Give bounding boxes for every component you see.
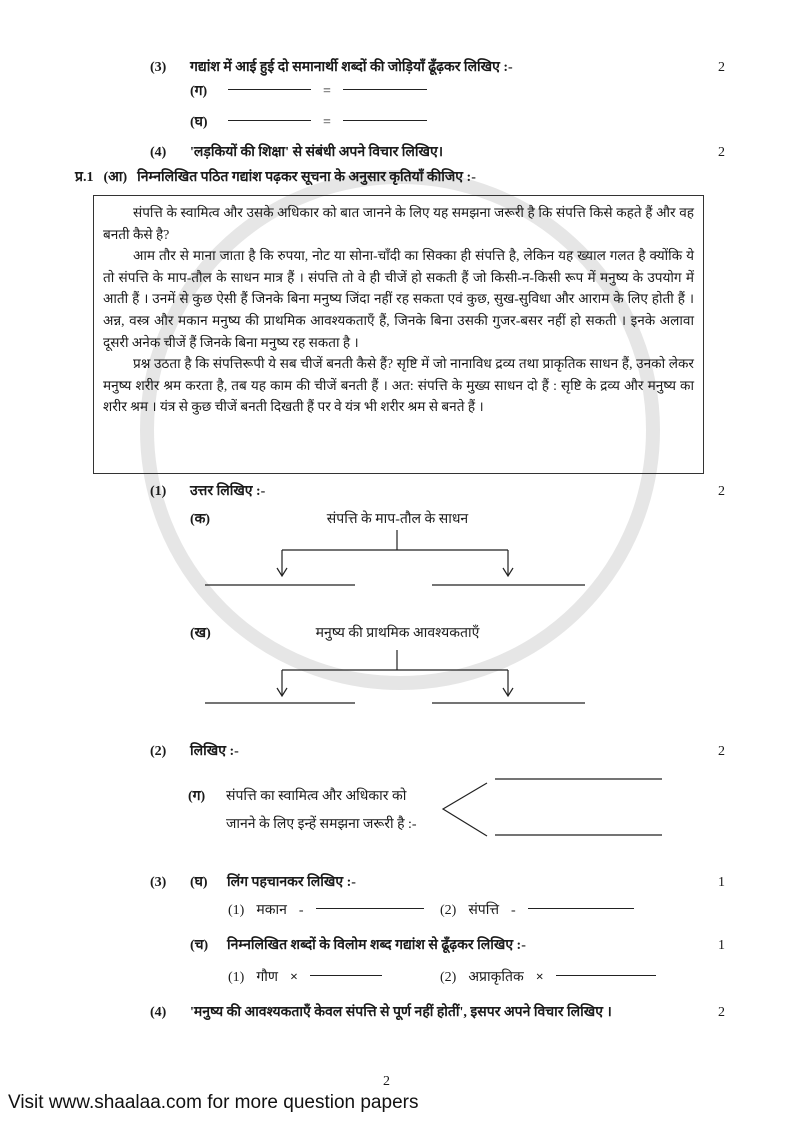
a1-ka-text: संपत्ति के माप-तौल के साधन bbox=[326, 512, 469, 527]
q3-item-label: (ग) bbox=[190, 84, 208, 99]
a1-kha-text: मनुष्य की प्राथमिक आवश्यकताएँ bbox=[315, 626, 480, 641]
q3-row bbox=[150, 59, 725, 77]
q3-number: (3) bbox=[150, 60, 167, 75]
blank-line[interactable] bbox=[556, 975, 656, 976]
a3-gha-label: (घ) bbox=[190, 875, 208, 890]
q3-marks: 2 bbox=[718, 60, 725, 75]
a4-row bbox=[150, 1004, 725, 1022]
a1-number: (1) bbox=[150, 484, 167, 499]
section-heading bbox=[75, 169, 476, 187]
item-number: (2) bbox=[440, 970, 457, 985]
item-word: गौण bbox=[256, 970, 278, 985]
q4-marks: 2 bbox=[718, 145, 725, 160]
a1-marks: 2 bbox=[718, 484, 725, 499]
blank-line[interactable] bbox=[343, 120, 427, 121]
fork-lines bbox=[443, 783, 487, 836]
passage-paragraph: प्रश्न उठता है कि संपत्तिरूपी ये सब चीजें बनती कैसे हैं? सृष्टि में जो नानाविध द्रव्य तथा प्राकृतिक साधन हैं, उनको लेकर मनुष्य शरीर श्रम करता है, तब यह काम की चीजें बनती हैं । अत: संपत्ति के मुख्य साधन दो हैं : सृष्टि के द्रव्य और मनुष्य का शरीर श्रम । यंत्र से कुछ चीजें बनती दिखती हैं पर वे यंत्र भी शरीर श्रम से बनते हैं । bbox=[103, 356, 694, 415]
a3-gha-marks: 1 bbox=[718, 875, 725, 890]
a2-ga-label: (ग) bbox=[188, 789, 206, 804]
a3-cha-marks: 1 bbox=[718, 938, 725, 953]
passage-box bbox=[93, 195, 704, 474]
answer-item bbox=[440, 969, 656, 987]
section-instruction: निम्नलिखित पठित गद्यांश पढ़कर सूचना के अनुसार कृतियाँ कीजिए :- bbox=[137, 170, 476, 185]
q3-item-row bbox=[190, 114, 427, 132]
a3-cha-item bbox=[440, 969, 656, 987]
answer-item bbox=[228, 902, 424, 920]
answer-item bbox=[440, 902, 634, 920]
a2-ga-line2: जानने के लिए इन्हें समझना जरूरी है :- bbox=[226, 817, 417, 832]
item-number: (1) bbox=[228, 903, 245, 918]
q4-row bbox=[150, 144, 725, 162]
item-sep: × bbox=[535, 970, 544, 985]
arrow-down-icon bbox=[277, 688, 287, 696]
page-number: 2 bbox=[383, 1074, 390, 1089]
item-sep: - bbox=[511, 903, 516, 918]
a2-text: लिखिए :- bbox=[190, 744, 239, 759]
a2-row bbox=[150, 743, 725, 761]
q3-item-row bbox=[190, 83, 427, 101]
blank-line[interactable] bbox=[228, 120, 311, 121]
a3-gha-item bbox=[228, 902, 424, 920]
equals-sign: = bbox=[323, 84, 331, 99]
q4-text: 'लड़कियों की शिक्षा' से संबंधी अपने विचार लिखिए। bbox=[190, 145, 444, 160]
a3-cha-row bbox=[190, 937, 725, 955]
a3-cha-label: (च) bbox=[190, 938, 209, 953]
a4-text: 'मनुष्य की आवश्यकताएँ केवल संपत्ति से पूर्ण नहीं होतीं', इसपर अपने विचार लिखिए । bbox=[190, 1005, 612, 1020]
passage-paragraph: संपत्ति के स्वामित्व और उसके अधिकार को बात जानने के लिए यह समझना जरूरी है कि संपत्ति किसे कहते हैं और वह बनती कैसे है? bbox=[103, 205, 694, 242]
a2-marks: 2 bbox=[718, 744, 725, 759]
q4-number: (4) bbox=[150, 145, 167, 160]
q3-item-label: (घ) bbox=[190, 115, 208, 130]
a3-number: (3) bbox=[150, 875, 167, 890]
item-sep: × bbox=[289, 970, 298, 985]
item-word: संपत्ति bbox=[468, 903, 500, 918]
footer-text: Visit www.shaalaa.com for more question papers bbox=[8, 1092, 419, 1113]
blank-line[interactable] bbox=[228, 89, 311, 90]
arrow-down-icon bbox=[503, 688, 513, 696]
a3-gha-text: लिंग पहचानकर लिखिए :- bbox=[227, 875, 356, 890]
passage-paragraph: आम तौर से माना जाता है कि रुपया, नोट या सोना-चाँदी का सिक्का ही संपत्ति है, लेकिन यह ख्याल गलत है क्योंकि ये तो संपत्ति के माप-तौल के साधन मात्र हैं । संपत्ति तो वे ही चीजें हो सकती हैं जो किसी-न-किसी रूप में मनुष्य के उपयोग में आती हैं । उनमें से कुछ ऐसी हैं जिनके बिना मनुष्य जिंदा नहीं रह सकता एवं कुछ, सुख-सुविधा और आराम के लिए होती हैं । अन्न, वस्त्र और मकान मनुष्य की प्राथमिक आवश्यकताएँ हैं, जिनके बिना उसकी गुजर-बसर नहीं हो सकती । इनके अलावा दूसरी अनेक चीजें हैं जिनके बिना मनुष्य रह सकता है । bbox=[103, 248, 694, 350]
item-number: (1) bbox=[228, 970, 245, 985]
a3-cha-text: निम्नलिखित शब्दों के विलोम शब्द गद्यांश से ढूँढ़कर लिखिए :- bbox=[227, 938, 526, 953]
a3-cha-item bbox=[228, 969, 382, 987]
a1-text: उत्तर लिखिए :- bbox=[190, 484, 266, 499]
a4-number: (4) bbox=[150, 1005, 167, 1020]
blank-line[interactable] bbox=[310, 975, 382, 976]
section-sub: (आ) bbox=[103, 170, 128, 185]
blank-line[interactable] bbox=[528, 908, 634, 909]
a1-ka-label: (क) bbox=[190, 512, 211, 527]
blank-line[interactable] bbox=[316, 908, 424, 909]
item-number: (2) bbox=[440, 903, 457, 918]
section-label: प्र.1 bbox=[75, 170, 94, 185]
a3-gha-row bbox=[150, 874, 725, 892]
equals-sign: = bbox=[323, 115, 331, 130]
arrow-down-icon bbox=[277, 568, 287, 576]
a3-gha-item bbox=[440, 902, 634, 920]
a1-kha-label: (ख) bbox=[190, 626, 211, 641]
item-word: मकान bbox=[256, 903, 287, 918]
arrow-down-icon bbox=[503, 568, 513, 576]
a2-number: (2) bbox=[150, 744, 167, 759]
a4-marks: 2 bbox=[718, 1005, 725, 1020]
a1-row bbox=[150, 483, 725, 501]
item-word: अप्राकृतिक bbox=[468, 970, 524, 985]
answer-item bbox=[228, 969, 382, 987]
q3-text: गद्यांश में आई हुई दो समानार्थी शब्दों की जोड़ियाँ ढूँढ़कर लिखिए :- bbox=[190, 60, 513, 75]
item-sep: - bbox=[298, 903, 304, 918]
blank-line[interactable] bbox=[343, 89, 427, 90]
a2-ga-line1: संपत्ति का स्वामित्व और अधिकार को bbox=[226, 789, 407, 804]
